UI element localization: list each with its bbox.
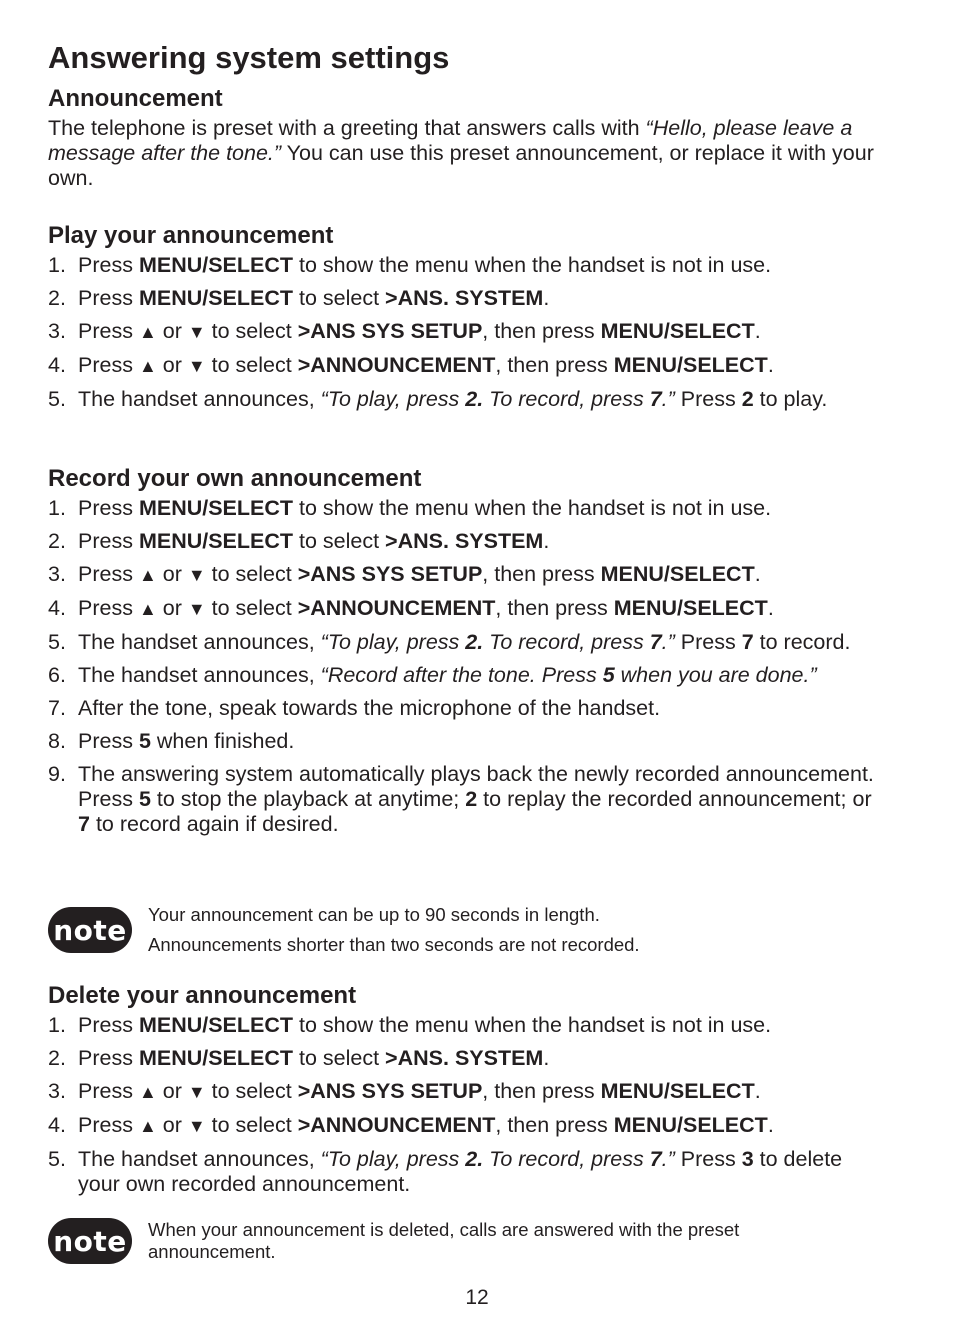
italic-text: “Hello, please leave a message after the tone.”	[48, 116, 853, 165]
text-run: to record again if desired.	[89, 812, 339, 836]
text-run: or	[156, 319, 188, 343]
step-number: 6.	[48, 663, 66, 687]
list-item	[48, 729, 878, 754]
delete-steps-list	[48, 1013, 878, 1197]
text-run: to replay the recorded announcement; or	[477, 787, 872, 811]
step-number: 1.	[48, 253, 66, 277]
bold-text: >ANS SYS SETUP	[297, 562, 483, 586]
list-item	[48, 762, 878, 837]
text-run: to select	[205, 596, 298, 620]
bold-text: >ANNOUNCEMENT	[297, 596, 496, 620]
text-run: when finished.	[150, 729, 295, 753]
bold-italic-text: 7	[649, 630, 662, 654]
step-number: 4.	[48, 1113, 66, 1137]
text-run: You can use this preset announcement, or replace it with your own.	[48, 141, 874, 190]
bold-italic-text: 2.	[465, 1147, 484, 1171]
text-run: Press	[674, 387, 742, 411]
list-item	[48, 1046, 878, 1071]
list-item	[48, 596, 878, 622]
play-steps-list	[48, 253, 878, 412]
text-run: to select	[205, 1079, 298, 1103]
text-run: Press	[674, 630, 742, 654]
bold-text: 2	[465, 787, 478, 811]
up-arrow-icon: ▲	[138, 565, 157, 585]
text-run: or	[156, 1113, 188, 1137]
text-run: The handset announces,	[78, 387, 321, 411]
list-item	[48, 496, 878, 521]
bold-text: >ANNOUNCEMENT	[297, 1113, 496, 1137]
list-item	[48, 1113, 878, 1139]
down-arrow-icon: ▼	[187, 356, 206, 376]
note-1	[48, 904, 878, 956]
bold-text: 5	[138, 787, 151, 811]
step-number: 3.	[48, 562, 66, 586]
bold-italic-text: 7	[649, 387, 662, 411]
bold-text: MENU/SELECT	[138, 529, 294, 553]
step-number: 1.	[48, 496, 66, 520]
list-item	[48, 253, 878, 278]
note-2-text	[148, 1219, 848, 1263]
down-arrow-icon: ▼	[187, 565, 206, 585]
italic-text: To record, press	[483, 387, 650, 411]
text-run: Press	[78, 1113, 139, 1137]
list-item	[48, 663, 878, 688]
bold-text: MENU/SELECT	[138, 1046, 294, 1070]
up-arrow-icon: ▲	[138, 1116, 157, 1136]
text-run: to show the menu when the handset is not in use.	[293, 1013, 772, 1037]
text-run: to select	[293, 286, 386, 310]
list-item	[48, 1147, 878, 1197]
note-badge-icon: note	[48, 1218, 132, 1264]
bold-text: 5	[138, 729, 151, 753]
text-run: The handset announces,	[78, 1147, 321, 1171]
text-run: to play.	[753, 387, 828, 411]
text-run: or	[156, 562, 188, 586]
step-number: 5.	[48, 387, 66, 411]
text-run: to delete your own recorded announcement.	[78, 1147, 843, 1196]
text-run: Press	[78, 1079, 139, 1103]
bold-text: 7	[78, 812, 90, 836]
record-steps-list	[48, 496, 878, 837]
step-number: 3.	[48, 319, 66, 343]
text-run: , then press	[495, 596, 614, 620]
italic-text: “To play, press	[320, 630, 466, 654]
text-run: The telephone is preset with a greeting that answers calls with	[48, 116, 646, 140]
heading-record-announcement: Record your own announcement	[48, 465, 422, 492]
list-item	[48, 1013, 878, 1038]
bold-italic-text: 7	[649, 1147, 662, 1171]
bold-italic-text: 2.	[465, 387, 484, 411]
italic-text: .”	[661, 387, 675, 411]
step-number: 2.	[48, 286, 66, 310]
bold-text: MENU/SELECT	[600, 1079, 755, 1103]
bold-text: MENU/SELECT	[600, 319, 755, 343]
step-number: 2.	[48, 529, 66, 553]
text-run: .	[767, 353, 774, 377]
text-run: Press	[78, 286, 139, 310]
heading-announcement: Announcement	[48, 85, 223, 112]
text-run: to select	[293, 1046, 386, 1070]
bold-text: >ANS SYS SETUP	[297, 319, 483, 343]
text-run: to select	[205, 1113, 298, 1137]
bold-text: MENU/SELECT	[138, 253, 294, 277]
italic-text: To record, press	[483, 1147, 650, 1171]
step-number: 7.	[48, 696, 66, 720]
text-run: .	[543, 529, 550, 553]
section-record-announcement	[48, 464, 878, 845]
italic-text: “To play, press	[320, 387, 466, 411]
text-run: .	[754, 562, 761, 586]
bold-text: MENU/SELECT	[138, 1013, 294, 1037]
step-number: 3.	[48, 1079, 66, 1103]
heading-play-announcement: Play your announcement	[48, 222, 334, 249]
bold-italic-text: 2.	[465, 630, 484, 654]
text-run: Press	[78, 562, 139, 586]
bold-text: MENU/SELECT	[613, 596, 768, 620]
announcement-paragraph	[48, 116, 878, 191]
step-number: 9.	[48, 762, 66, 786]
note-1-line-1: Your announcement can be up to 90 seconds in length.	[148, 904, 600, 925]
text-run: .	[754, 1079, 761, 1103]
text-run: Press	[78, 496, 139, 520]
bold-text: MENU/SELECT	[600, 562, 755, 586]
italic-text: “Record after the tone. Press	[320, 663, 603, 687]
step-number: 5.	[48, 1147, 66, 1171]
up-arrow-icon: ▲	[138, 1082, 157, 1102]
bold-text: >ANS. SYSTEM	[385, 529, 544, 553]
text-run: to select	[205, 319, 298, 343]
step-number: 8.	[48, 729, 66, 753]
bold-text: MENU/SELECT	[138, 496, 294, 520]
list-item	[48, 630, 878, 655]
list-item	[48, 696, 878, 721]
text-run: to record.	[753, 630, 851, 654]
list-item	[48, 562, 878, 588]
up-arrow-icon: ▲	[138, 322, 157, 342]
text-run: .	[767, 596, 774, 620]
text-run: The answering system automatically plays back the newly recorded announcement. Press	[78, 762, 874, 811]
note-1-line-2: Announcements shorter than two seconds are not recorded.	[148, 934, 640, 955]
list-item	[48, 353, 878, 379]
text-run: Press	[78, 253, 139, 277]
text-run: , then press	[482, 562, 601, 586]
note-2	[48, 1218, 878, 1264]
list-item	[48, 1079, 878, 1105]
down-arrow-icon: ▼	[187, 322, 206, 342]
list-item	[48, 387, 878, 412]
italic-text: when you are done.”	[614, 663, 817, 687]
step-number: 4.	[48, 353, 66, 377]
list-item	[48, 319, 878, 345]
bold-text: MENU/SELECT	[613, 353, 768, 377]
note-1-text	[148, 904, 640, 956]
text-run: .	[543, 286, 550, 310]
text-run: Press	[78, 353, 139, 377]
text-run: Press	[78, 529, 139, 553]
italic-text: To record, press	[483, 630, 650, 654]
text-run: to show the menu when the handset is not in use.	[293, 253, 772, 277]
bold-text: MENU/SELECT	[613, 1113, 768, 1137]
text-run: Press	[78, 596, 139, 620]
text-run: , then press	[482, 319, 601, 343]
text-run: , then press	[482, 1079, 601, 1103]
page-title: Answering system settings	[48, 40, 450, 75]
bold-italic-text: 5	[602, 663, 615, 687]
text-run: to stop the playback at anytime;	[150, 787, 466, 811]
list-item	[48, 286, 878, 311]
text-run: Press	[674, 1147, 742, 1171]
step-number: 2.	[48, 1046, 66, 1070]
down-arrow-icon: ▼	[187, 1116, 206, 1136]
text-run: , then press	[495, 353, 614, 377]
section-play-announcement	[48, 221, 878, 420]
text-run: or	[156, 353, 188, 377]
note-2-line-1: When your announcement is deleted, calls are answered with the preset announcement.	[148, 1219, 740, 1262]
bold-text: 7	[741, 630, 754, 654]
text-run: Press	[78, 729, 139, 753]
heading-delete-announcement: Delete your announcement	[48, 982, 357, 1009]
text-run: Press	[78, 1013, 139, 1037]
step-number: 1.	[48, 1013, 66, 1037]
text-run: to select	[205, 353, 298, 377]
note-badge-icon: note	[48, 907, 132, 953]
bold-text: 3	[741, 1147, 754, 1171]
text-run: .	[767, 1113, 774, 1137]
text-run: to show the menu when the handset is not in use.	[293, 496, 772, 520]
down-arrow-icon: ▼	[187, 599, 206, 619]
bold-text: >ANNOUNCEMENT	[297, 353, 496, 377]
page-number: 12	[465, 1286, 489, 1309]
text-run: or	[156, 596, 188, 620]
text-run: to select	[205, 562, 298, 586]
down-arrow-icon: ▼	[187, 1082, 206, 1102]
step-number: 4.	[48, 596, 66, 620]
text-run: Press	[78, 1046, 139, 1070]
text-run: The handset announces,	[78, 630, 321, 654]
text-run: After the tone, speak towards the microphone of the handset.	[78, 696, 661, 720]
text-run: .	[543, 1046, 550, 1070]
text-run: .	[754, 319, 761, 343]
list-item	[48, 529, 878, 554]
text-run: or	[156, 1079, 188, 1103]
text-run: Press	[78, 319, 139, 343]
bold-text: MENU/SELECT	[138, 286, 294, 310]
bold-text: >ANS SYS SETUP	[297, 1079, 483, 1103]
bold-text: 2	[741, 387, 754, 411]
italic-text: .”	[661, 1147, 675, 1171]
up-arrow-icon: ▲	[138, 599, 157, 619]
text-run: to select	[293, 529, 386, 553]
text-run: , then press	[495, 1113, 614, 1137]
text-run: The handset announces,	[78, 663, 321, 687]
section-announcement	[48, 84, 878, 191]
section-delete-announcement	[48, 981, 878, 1205]
up-arrow-icon: ▲	[138, 356, 157, 376]
italic-text: “To play, press	[320, 1147, 466, 1171]
step-number: 5.	[48, 630, 66, 654]
bold-text: >ANS. SYSTEM	[385, 1046, 544, 1070]
italic-text: .”	[661, 630, 675, 654]
bold-text: >ANS. SYSTEM	[385, 286, 544, 310]
